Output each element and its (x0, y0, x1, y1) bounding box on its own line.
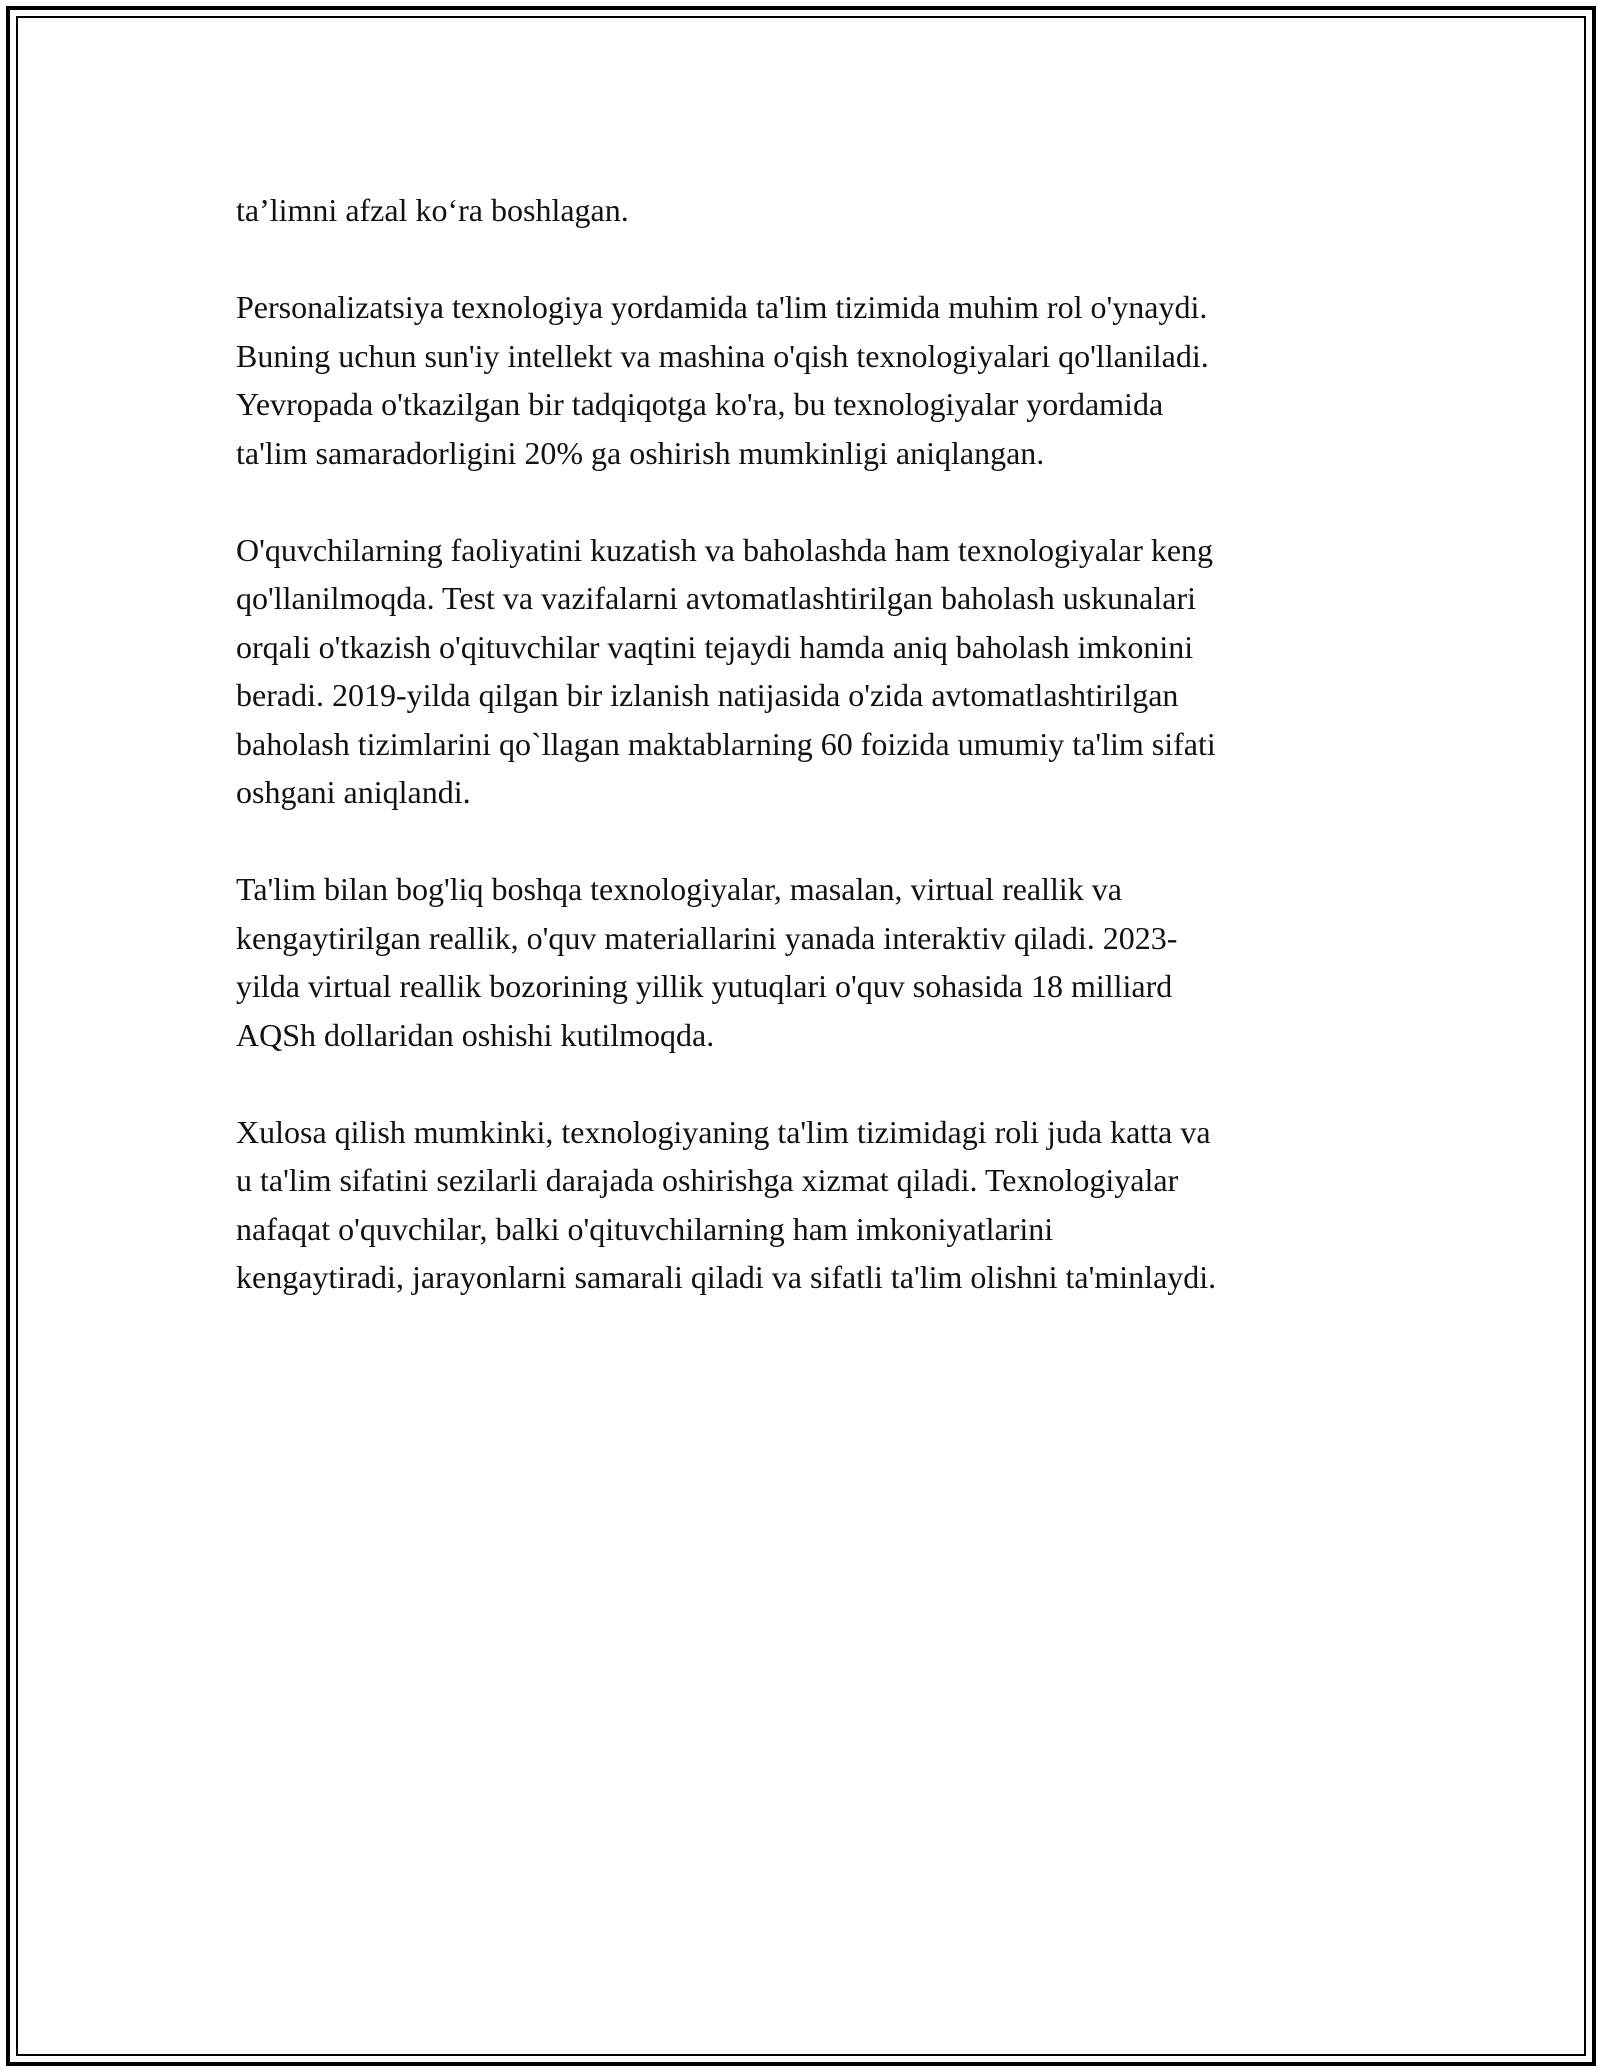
text-line: kengaytiradi, jarayonlarni samarali qiladi va sifatli ta'lim olishni ta'minlaydi. (236, 1259, 1217, 1295)
text-line: ta’limni afzal ko‘ra boshlagan. (236, 192, 629, 228)
text-line: oshgani aniqlandi. (236, 774, 471, 810)
text-line: baholash tizimlarini qo`llagan maktablarning 60 foizida umumiy ta'lim sifati (236, 725, 1216, 762)
text-line: yilda virtual reallik bozorining yillik yutuqlari o'quv sohasida 18 milliard (236, 968, 1173, 1004)
paragraph-intro-continuation (236, 186, 1416, 235)
text-line: Xulosa qilish mumkinki, texnologiyaning ta'lim tizimidagi roli juda katta va (236, 1113, 1211, 1150)
text-line: u ta'lim sifatini sezilarli darajada oshirishga xizmat qiladi. Texnologiyalar (236, 1162, 1179, 1198)
document-body (236, 186, 1416, 1350)
text-line: kengaytirilgan reallik, o'quv materiallarini yanada interaktiv qiladi. 2023- (236, 919, 1178, 956)
text-line: Ta'lim bilan bog'liq boshqa texnologiyalar, masalan, virtual reallik va (236, 871, 1122, 907)
paragraph-virtual-reality (236, 865, 1416, 1059)
paragraph-personalization (236, 283, 1416, 477)
text-line: nafaqat o'quvchilar, balki o'qituvchilarning ham imkoniyatlarini (236, 1210, 1054, 1247)
text-line: O'quvchilarning faoliyatini kuzatish va baholashda ham texnologiyalar keng (236, 531, 1214, 568)
text-line: Buning uchun sun'iy intellekt va mashina o'qish texnologiyalari qo'llaniladi. (236, 337, 1209, 374)
text-line: orqali o'tkazish o'qituvchilar vaqtini tejaydi hamda aniq baholash imkonini (236, 628, 1194, 665)
text-line: Yevropada o'tkazilgan bir tadqiqotga ko'ra, bu texnologiyalar yordamida (236, 386, 1164, 422)
text-line: qo'llanilmoqda. Test va vazifalarni avtomatlashtirilgan baholash uskunalari (236, 580, 1196, 616)
text-line: beradi. 2019-yilda qilgan bir izlanish natijasida o'zida avtomatlashtirilgan (236, 677, 1179, 713)
text-line: AQSh dollaridan oshishi kutilmoqda. (236, 1016, 715, 1053)
text-line: Personalizatsiya texnologiya yordamida ta'lim tizimida muhim rol o'ynaydi. (236, 289, 1208, 325)
text-line: ta'lim samaradorligini 20% ga oshirish mumkinligi aniqlangan. (236, 434, 1045, 471)
paragraph-assessment (236, 526, 1416, 817)
paragraph-conclusion (236, 1108, 1416, 1302)
